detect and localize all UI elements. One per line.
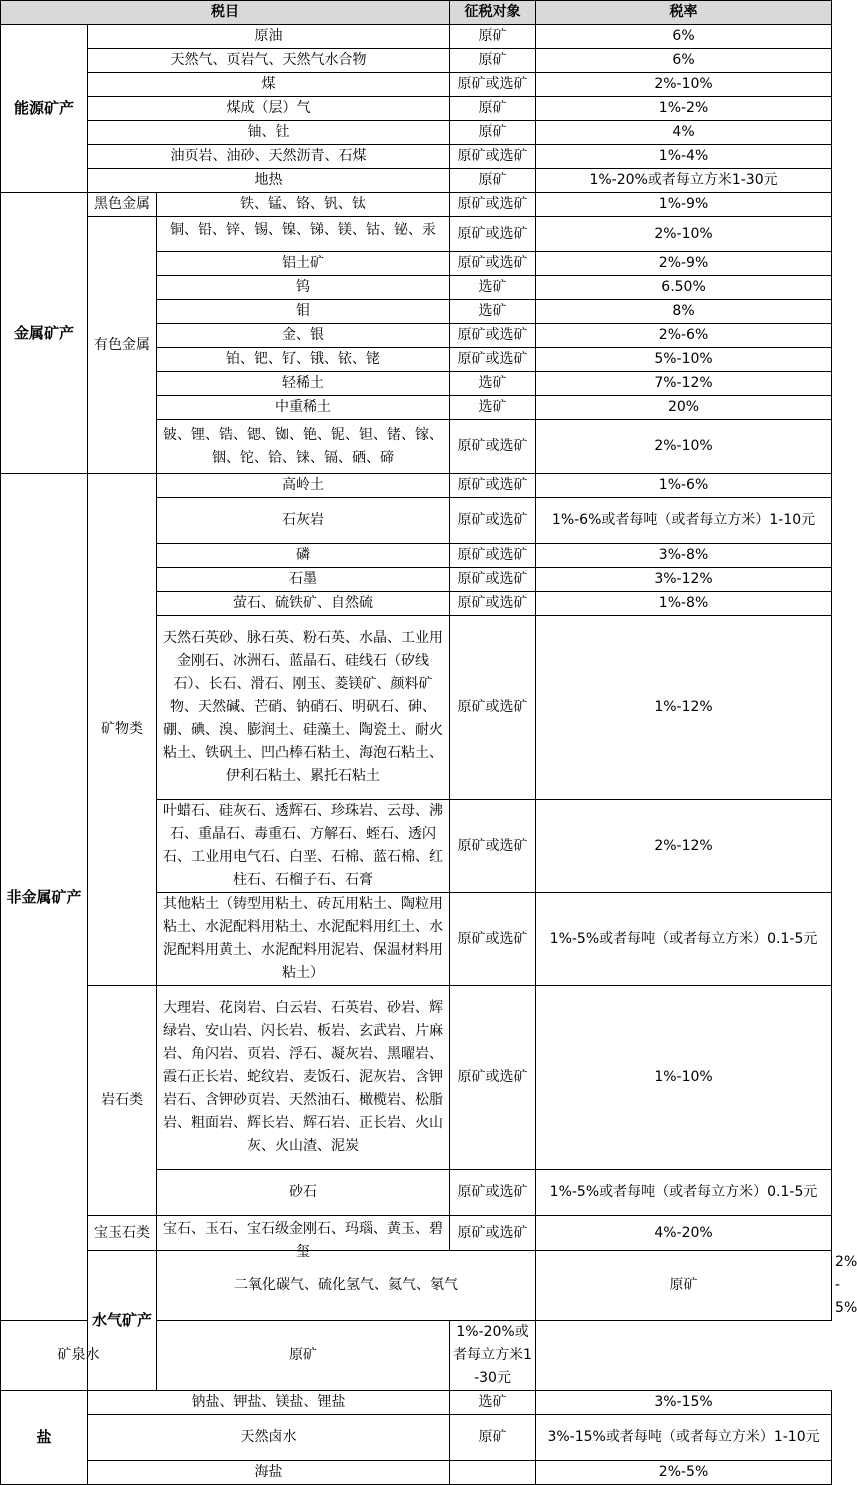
tax-item: 海盐 [88,1461,450,1485]
tax-object: 原矿 [450,49,536,73]
tax-item: 砂石 [157,1170,450,1216]
tax-item: 铍、锂、锆、锶、铷、铯、铌、钽、锗、镓、铟、铊、铪、铼、镉、硒、碲 [157,420,450,474]
tax-object: 原矿或选矿 [450,800,536,893]
tax-rate: 2%-10% [536,217,832,252]
table-row [1,1415,832,1461]
tax-object: 原矿或选矿 [450,592,536,616]
tax-object: 原矿或选矿 [450,252,536,276]
tax-object: 原矿或选矿 [450,193,536,217]
tax-item: 铝土矿 [157,252,450,276]
table-row [1,474,832,498]
tax-object: 原矿或选矿 [450,1216,536,1251]
tax-object: 原矿或选矿 [450,217,536,252]
table-row [1,169,832,193]
tax-object: 原矿或选矿 [450,348,536,372]
tax-object: 原矿 [450,1415,536,1461]
tax-item: 石灰岩 [157,498,450,544]
tax-rate: 1%-6%或者每吨（或者每立方米）1-10元 [536,498,832,544]
subcategory-gems: 宝玉石类 [88,1216,157,1251]
table-row: 水气矿产 二氧化碳气、硫化氢气、氦气、氡气 原矿 2%-5% [1,1251,832,1321]
tax-rate: 1%-8% [536,592,832,616]
tax-item-text: 铜、铅、锌、锡、镍、锑、镁、钴、铋、汞 [170,222,437,238]
category-salt: 盐 [1,1391,88,1485]
tax-object: 原矿 [157,1321,450,1391]
tax-item: 天然气、页岩气、天然气水合物 [88,49,450,73]
tax-rate: 1%-20%或者每立方米1-30元 [450,1321,536,1391]
tax-rate: 4%-20% [536,1216,832,1251]
tax-rate: 1%-6% [536,474,832,498]
tax-rate: 20% [536,396,832,420]
tax-item: 中重稀土 [157,396,450,420]
tax-rate: 1%-2% [536,97,832,121]
category-energy: 能源矿产 [1,25,88,193]
tax-item: 萤石、硫铁矿、自然硫 [157,592,450,616]
tax-item: 油页岩、油砂、天然沥青、石煤 [88,145,450,169]
tax-object: 原矿或选矿 [450,420,536,474]
tax-item: 二氧化碳气、硫化氢气、氦气、氡气 [157,1251,536,1321]
tax-rate: 2%-9% [536,252,832,276]
tax-object: 选矿 [450,276,536,300]
tax-item: 高岭土 [157,474,450,498]
tax-item: 磷 [157,544,450,568]
tax-object: 原矿或选矿 [450,498,536,544]
header-row [1,1,832,25]
subcategory-ferrous: 黑色金属 [88,193,157,217]
tax-rate: 1%-20%或者每立方米1-30元 [536,169,832,193]
table-row [1,145,832,169]
tax-object: 选矿 [450,396,536,420]
tax-object: 原矿或选矿 [450,474,536,498]
tax-item: 大理岩、花岗岩、白云岩、石英岩、砂岩、辉绿岩、安山岩、闪长岩、板岩、玄武岩、片麻岩、角闪岩、页岩、浮石、凝灰岩、黑曜岩、霞石正长岩、蛇纹岩、麦饭石、泥灰岩、含钾岩石、含钾砂页岩、天然油石、橄榄岩、松脂岩、粗面岩、辉长岩、辉石岩、正长岩、火山灰、火山渣、泥炭 [157,986,450,1170]
tax-object: 原矿 [450,169,536,193]
tax-rate: 2%-12% [536,800,832,893]
tax-object: 原矿或选矿 [450,324,536,348]
tax-rate: 4% [536,121,832,145]
tax-object: 原矿 [450,25,536,49]
tax-item [157,1216,450,1260]
tax-rate: 6% [536,49,832,73]
tax-item: 钠盐、钾盐、镁盐、锂盐 [88,1391,450,1415]
tax-item: 天然卤水 [88,1415,450,1461]
category-metal: 金属矿产 [1,193,88,474]
table-row [1,121,832,145]
tax-item: 铁、锰、铬、钒、钛 [157,193,450,217]
tax-item: 铂、钯、钌、锇、铱、铑 [157,348,450,372]
tax-item: 矿泉水 [1,1321,157,1391]
category-water-gas: 水气矿产 [88,1251,157,1391]
table-row [1,986,832,1170]
header-tax-item: 税目 [1,1,450,25]
tax-rate: 6.50% [536,276,832,300]
header-tax-rate: 税率 [536,1,832,25]
header-tax-object: 征税对象 [450,1,536,25]
tax-item: 天然石英砂、脉石英、粉石英、水晶、工业用金刚石、冰洲石、蓝晶石、硅线石（矽线石）、长石、滑石、刚玉、菱镁矿、颜料矿物、天然碱、芒硝、钠硝石、明矾石、砷、硼、碘、溴、膨润土、硅藻土、陶瓷土、耐火粘土、铁矾土、凹凸棒石粘土、海泡石粘土、伊利石粘土、累托石粘土 [157,616,450,800]
tax-rate: 2%-6% [536,324,832,348]
tax-object: 选矿 [450,372,536,396]
tax-rate: 6% [536,25,832,49]
tax-object: 原矿或选矿 [450,145,536,169]
subcategory-rocks: 岩石类 [88,986,157,1216]
tax-object: 原矿 [450,97,536,121]
tax-item: 煤成（层）气 [88,97,450,121]
tax-item: 其他粘土（铸型用粘土、砖瓦用粘土、陶粒用粘土、水泥配料用粘土、水泥配料用红土、水泥配料用黄土、水泥配料用泥岩、保温材料用粘土） [157,893,450,986]
table-row [1,73,832,97]
tax-rate: 7%-12% [536,372,832,396]
table-row [1,25,832,49]
tax-rate: 3%-15%或者每吨（或者每立方米）1-10元 [536,1415,832,1461]
tax-object: 原矿或选矿 [450,986,536,1170]
table-row [1,193,832,217]
table-row [1,217,832,252]
tax-object: 原矿或选矿 [450,893,536,986]
tax-object: 原矿 [450,121,536,145]
tax-object: 原矿或选矿 [450,568,536,592]
tax-item: 钼 [157,300,450,324]
tax-rate: 1%-5%或者每吨（或者每立方米）0.1-5元 [536,1170,832,1216]
tax-object: 原矿 [536,1251,832,1321]
tax-object: 选矿 [450,300,536,324]
table-row [1,49,832,73]
table-row [1,1216,832,1251]
tax-item [157,217,450,252]
tax-object [450,1461,536,1485]
tax-rate: 8% [536,300,832,324]
tax-item: 轻稀土 [157,372,450,396]
tax-rate: 1%-9% [536,193,832,217]
tax-object: 选矿 [450,1391,536,1415]
tax-object: 原矿或选矿 [450,616,536,800]
tax-rate: 2%-10% [536,420,832,474]
tax-item: 叶蜡石、硅灰石、透辉石、珍珠岩、云母、沸石、重晶石、毒重石、方解石、蛭石、透闪石、工业用电气石、白垩、石棉、蓝石棉、红柱石、石榴子石、石膏 [157,800,450,893]
tax-item: 金、银 [157,324,450,348]
tax-rate: 1%-4% [536,145,832,169]
tax-rate: 3%-8% [536,544,832,568]
tax-item: 地热 [88,169,450,193]
tax-item: 铀、钍 [88,121,450,145]
tax-rate: 2%-5% [536,1461,832,1485]
category-nonmetal: 非金属矿产 [1,474,88,1321]
tax-object: 原矿或选矿 [450,1170,536,1216]
tax-rate: 1%-5%或者每吨（或者每立方米）0.1-5元 [536,893,832,986]
tax-rate: 1%-10% [536,986,832,1170]
tax-item: 石墨 [157,568,450,592]
tax-item-text: 宝石、玉石、宝石级金刚石、玛瑙、黄玉、碧玺 [163,1221,444,1260]
subcategory-minerals: 矿物类 [88,474,157,986]
tax-rate: 3%-15% [536,1391,832,1415]
tax-item: 钨 [157,276,450,300]
tax-item: 原油 [88,25,450,49]
table-row [1,1461,832,1485]
tax-rate: 5%-10% [536,348,832,372]
tax-rate: 2%-10% [536,73,832,97]
subcategory-nonferrous: 有色金属 [88,217,157,474]
table-row [1,97,832,121]
table-row [1,1391,832,1415]
tax-item: 煤 [88,73,450,97]
tax-rate: 1%-12% [536,616,832,800]
tax-object: 原矿或选矿 [450,73,536,97]
tax-object: 原矿或选矿 [450,544,536,568]
tax-rate: 3%-12% [536,568,832,592]
